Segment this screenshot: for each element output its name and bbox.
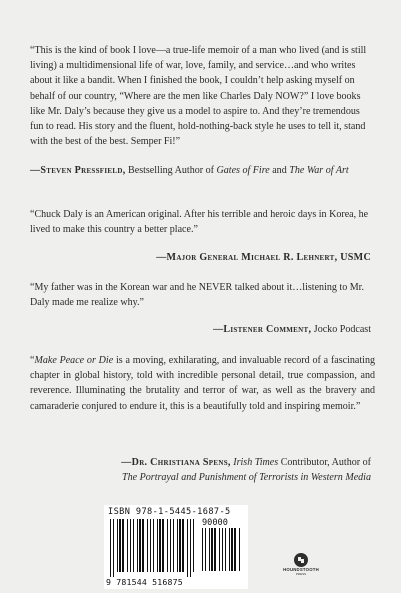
blurb-spens: “Make Peace or Die is a moving, exhilarating, and invaluable record of a fascinating chapter in global history, told with incredible personal detail, true compassion, and reverence. Illuminating the brutality and terror of war, as well as the bravery and camaraderie conjured to endure it, this is a beautifully told and inspiring memoir.” — [30, 355, 375, 412]
barcode-bar — [182, 519, 184, 572]
attribution-lehnert: —Major General Michael R. Lehnert, USMC — [156, 252, 371, 263]
isbn-label: ISBN 978-1-5445-1687-5 — [108, 507, 231, 517]
barcode-bar — [157, 519, 158, 572]
barcode-bar — [211, 528, 213, 571]
barcode-bar — [139, 519, 141, 572]
publisher-sub: PRESS — [295, 572, 307, 576]
barcode-bar — [205, 528, 206, 571]
barcode-bar — [147, 519, 148, 572]
barcode-bar — [150, 519, 151, 572]
price-code: 90000 — [202, 518, 228, 528]
barcode-bar — [159, 519, 161, 572]
barcode-bar — [173, 519, 174, 572]
barcode-bar — [225, 528, 226, 571]
blurb-lehnert: “Chuck Daly is an American original. After his terrible and heroic days in Korea, he lived to make this country a better place.” — [30, 209, 369, 236]
houndstooth-logo-icon — [294, 553, 308, 567]
barcode-bar — [190, 519, 191, 577]
barcode-bar — [137, 519, 138, 572]
barcode-bar — [167, 519, 168, 572]
barcode-bar — [202, 528, 203, 571]
ean-bars — [110, 519, 198, 577]
publisher-name: HOUNDSTOOTH — [283, 567, 319, 572]
barcode-bar — [234, 528, 236, 571]
barcode-bar — [187, 519, 188, 577]
barcode-bar — [142, 519, 144, 572]
barcode-bar — [119, 519, 121, 572]
barcode-bar — [222, 528, 223, 571]
barcode-bar — [239, 528, 240, 571]
barcode-bar — [130, 519, 131, 572]
barcode-bar — [231, 528, 233, 571]
barcode-bar — [153, 519, 154, 572]
barcode-bar — [133, 519, 134, 572]
barcode-bar — [113, 519, 114, 577]
attribution-spens: —Dr. Christiana Spens, Irish Times Contributor, Author of The Portrayal and Punishment of Terrorists in Western Media — [121, 457, 371, 484]
addon-bars — [202, 528, 244, 576]
isbn-barcode — [104, 505, 248, 589]
barcode-bar — [162, 519, 164, 572]
barcode-bar — [219, 528, 220, 571]
publisher-logo — [281, 553, 321, 579]
blurb-listener: “My father was in the Korean war and he NEVER talked about it…listening to Mr. Daly made me realize why.” — [30, 282, 364, 309]
barcode-bar — [122, 519, 124, 572]
barcode-bar — [229, 528, 230, 571]
barcode-bar — [117, 519, 118, 572]
barcode-bar — [179, 519, 181, 572]
ean-digits: 9 781544 516875 — [106, 577, 183, 587]
barcode-bar — [177, 519, 178, 572]
barcode-bar — [193, 519, 194, 572]
barcode-bar — [214, 528, 216, 571]
attribution-listener: —Listener Comment, Jocko Podcast — [213, 324, 371, 335]
barcode-bar — [170, 519, 171, 572]
attribution-pressfield: —Steven Pressfield, Bestselling Author of Gates of Fire and The War of Art — [30, 165, 349, 176]
barcode-bar — [110, 519, 111, 577]
barcode-bar — [127, 519, 128, 572]
blurb-pressfield: “This is the kind of book I love—a true-life memoir of a man who lived (and is still living) a multidimensional life of war, love, family, and service…and who writes about it like a bandit. When I finished the book, I couldn’t help asking myself on behalf of our country, “Where are the men like Charles Daly NOW?” I love books like Mr. Daly’s because they give us a model to aspire to. And they’re tremendous fun to read. His story and the fluent, hold-nothing-back style he uses to tell it, stand with the best of the best. Semper Fi!” — [30, 45, 367, 148]
barcode-bar — [209, 528, 210, 571]
